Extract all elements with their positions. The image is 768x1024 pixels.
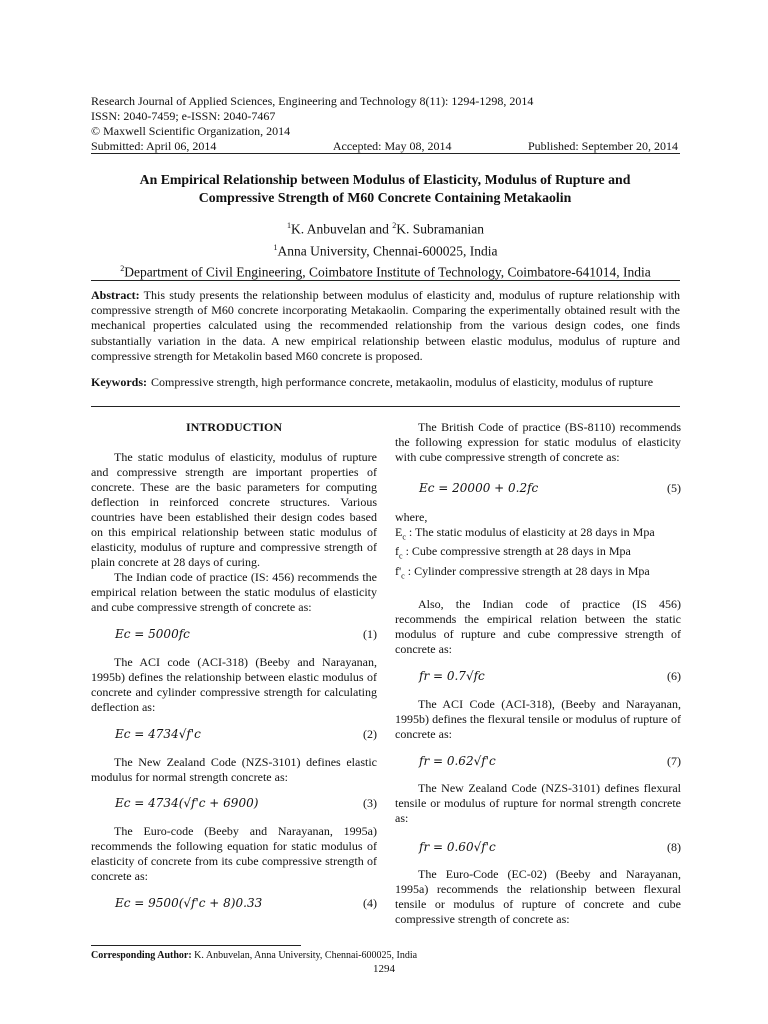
keywords-rule: [91, 406, 680, 407]
equation-4: [91, 896, 377, 911]
equation-formula: Ec = 20000 + 0.2fc: [419, 481, 539, 495]
def-text: : Cylinder compressive strength at 28 days in Mpa: [404, 563, 650, 578]
def-subscript: c: [399, 551, 403, 561]
def-text: : The static modulus of elasticity at 28 days in Mpa: [405, 525, 655, 539]
equation-7: [395, 754, 681, 769]
equation-formula: Ec = 4734(√f'c + 6900): [115, 796, 259, 810]
page-number: 1294: [373, 963, 395, 975]
equation-1: [91, 627, 377, 642]
right-column: [395, 420, 681, 927]
submitted-date: Submitted: April 06, 2014: [91, 139, 217, 153]
definitions-list: [395, 525, 681, 583]
paragraph: Also, the Indian code of practice (IS 456) recommends the empirical relation between the static modulus of rupture and cube compressive strength of concrete as:: [395, 597, 681, 657]
header-rule: [91, 153, 680, 154]
issn: ISSN: 2040-7459; e-ISSN: 2040-7467: [91, 109, 276, 123]
aff1-text: Anna University, Chennai-600025, India: [277, 243, 498, 258]
paragraph: The Indian code of practice (IS: 456) recommends the empirical relation between the static modulus of elasticity and cube compressive strength of concrete as:: [91, 570, 377, 614]
keywords: [91, 375, 680, 390]
equation-6: [395, 669, 681, 684]
copyright: © Maxwell Scientific Organization, 2014: [91, 124, 291, 138]
definition-item: [395, 544, 681, 563]
equation-3: [91, 796, 377, 811]
equation-8: [395, 840, 681, 855]
paragraph: The ACI code (ACI-318) (Beeby and Narayanan, 1995b) defines the relationship between elastic modulus of concrete and cylinder compressive strength for calculating deflection as:: [91, 655, 377, 714]
published-date: Published: September 20, 2014: [527, 139, 678, 153]
paragraph: The Euro-code (Beeby and Narayanan, 1995a) recommends the following equation for static modulus of elasticity of concrete from its cube compressive strength of concrete as:: [91, 824, 377, 883]
def-symbol: f': [395, 563, 402, 578]
footer-text: K. Anbuvelan, Anna University, Chennai-600025, India: [191, 950, 418, 961]
journal-header: [91, 94, 681, 154]
def-subscript: c: [402, 532, 406, 542]
keywords-label: Keywords:: [91, 375, 147, 389]
def-text: : Cube compressive strength at 28 days in Mpa: [402, 544, 631, 559]
equation-2: [91, 727, 377, 742]
abstract-label: Abstract:: [91, 288, 140, 302]
author1-sup: 1: [287, 221, 292, 230]
abstract-text: This study presents the relationship between modulus of elasticity and, modulus of rupture relationship with compressive strength of M60 concrete incorporating Metakaolin. Comparing the experimentally obtained result with the mechanical properties calculated using the recommended relationship from the various design codes, one finds substantially variation in the data. A new empirical relationship between elastic modulus, modulus of rupture and compressive strength for Metakolin based M60 concrete is proposed.: [91, 288, 680, 363]
definition-item: [395, 525, 681, 544]
equation-formula: fr = 0.62√f'c: [419, 754, 496, 769]
equation-formula: Ec = 4734√f'c: [115, 727, 201, 741]
equation-number: (8): [667, 840, 681, 855]
equation-number: (7): [667, 754, 681, 769]
def-subscript: c: [401, 571, 405, 581]
equation-formula: fr = 0.7√fc: [419, 669, 485, 684]
equation-number: (4): [363, 896, 377, 910]
footer-label: Corresponding Author:: [91, 950, 192, 961]
journal-citation: Research Journal of Applied Sciences, Engineering and Technology 8(11): 1294-1298, 2014: [91, 94, 534, 108]
paper-title: An Empirical Relationship between Modulus of Elasticity, Modulus of Rupture and Compressive Strength of M60 Concrete Containing Metakaolin: [139, 172, 631, 205]
equation-number: (5): [667, 481, 681, 495]
equation-formula: Ec = 9500(√f'c + 8)0.33: [115, 896, 263, 910]
paragraph: The Euro-Code (EC-02) (Beeby and Narayanan, 1995a) recommends the relationship between flexural tensile or modulus of rupture of concrete and cube compressive strength of concrete as:: [395, 867, 681, 927]
where-label: where,: [395, 510, 428, 524]
section-heading: INTRODUCTION: [185, 420, 282, 434]
equation-5: [395, 481, 681, 496]
aff2-text: Department of Civil Engineering, Coimbatore Institute of Technology, Coimbatore-641014, India: [124, 264, 651, 280]
def-symbol: E: [395, 525, 403, 539]
paragraph: The New Zealand Code (NZS-3101) defines flexural tensile or modulus of rupture for normal strength concrete as:: [395, 781, 681, 826]
authors-block: [91, 217, 680, 282]
definition-item: [395, 564, 681, 583]
paragraph: The ACI Code (ACI-318), (Beeby and Narayanan, 1995b) defines the flexural tensile or modulus of rupture of concrete as:: [395, 697, 681, 742]
affiliation-2: [91, 260, 680, 282]
def-symbol: f: [395, 544, 399, 559]
footnote-rule: [91, 945, 301, 946]
abstract-top-rule: [91, 280, 680, 281]
dates-line: [91, 139, 678, 154]
author2: K. Subramanian: [396, 221, 484, 237]
affiliation-1: [91, 239, 680, 261]
equation-number: (2): [363, 727, 377, 741]
left-column: [91, 420, 377, 911]
corresponding-author: [91, 949, 680, 962]
author-line: [91, 217, 680, 239]
author1: K. Anbuvelan and: [291, 221, 393, 237]
equation-number: (6): [667, 669, 681, 684]
aff2-sup: 2: [120, 264, 125, 273]
paragraph: The British Code of practice (BS-8110) recommends the following expression for static modulus of elasticity with cube compressive strength of concrete as:: [395, 420, 681, 464]
equation-number: (1): [363, 627, 377, 641]
keywords-text: Compressive strength, high performance concrete, metakaolin, modulus of elasticity, modulus of rupture: [151, 375, 654, 389]
paragraph: The static modulus of elasticity, modulus of rupture and compressive strength are important properties of concrete. These are the basic parameters for computing deflection in reinforced concrete structures. Various countries have been established their design codes based on this empirical relationship between static modulus of elasticity, modulus of rupture and compressive strength of plain concrete at 28 days of curing.: [91, 450, 377, 569]
author2-sup: 2: [392, 221, 397, 230]
paragraph: The New Zealand Code (NZS-3101) defines elastic modulus for normal strength concrete as:: [91, 755, 377, 784]
equation-number: (3): [363, 796, 377, 810]
equation-formula: fr = 0.60√f'c: [419, 840, 496, 855]
equation-formula: Ec = 5000fc: [115, 627, 190, 641]
accepted-date: Accepted: May 08, 2014: [332, 139, 452, 153]
abstract: [91, 288, 680, 364]
aff1-sup: 1: [273, 242, 278, 252]
